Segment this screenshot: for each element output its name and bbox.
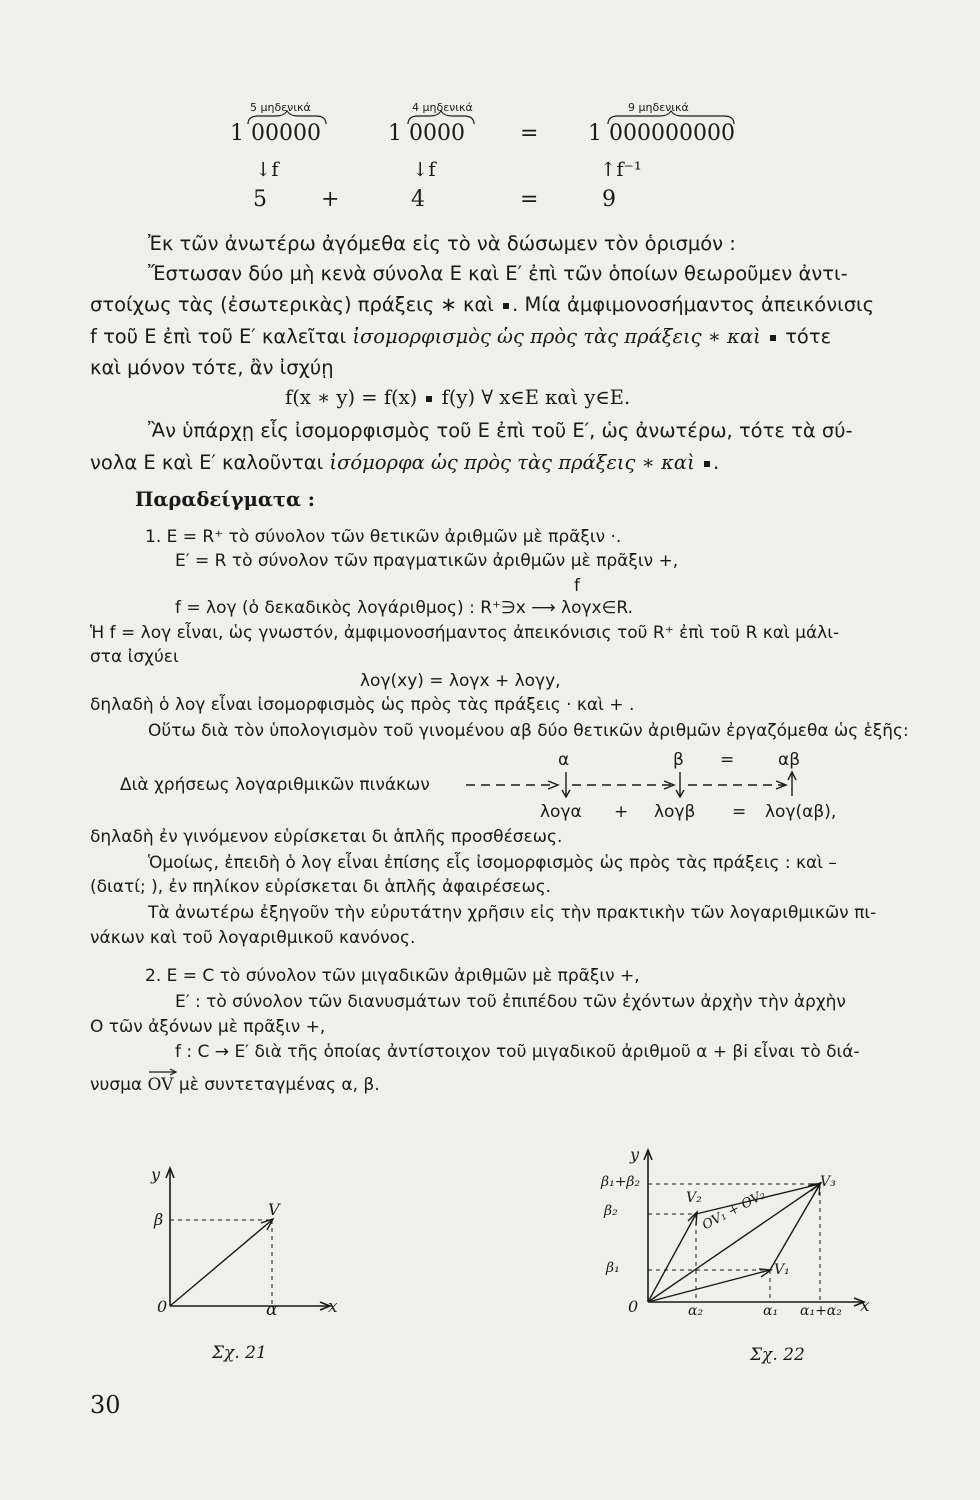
log-top-alpha: α: [558, 750, 570, 770]
brace-label-3: 9 μηδενικά: [628, 101, 689, 114]
fig22-label-v1: V₁: [774, 1262, 790, 1278]
ex2-line-4: f : C → E′ διὰ τῆς ὁποίας ἀντίστοιχον τοῦ μιγαδικοῦ ἀριθμοῦ α + βi εἶναι τὸ διά-: [175, 1042, 860, 1062]
def-line-7a: νολα Ε καὶ Ε′ καλοῦνται: [90, 451, 324, 474]
brace-label-1: 5 μηδενικά: [250, 101, 311, 114]
def-formula-b: f(y) ∀ x∈E καὶ y∈E.: [441, 386, 631, 409]
examples-heading: Παραδείγματα :: [135, 488, 315, 511]
overbraces: [0, 110, 980, 150]
vector-ov: [148, 1075, 174, 1095]
log-dashed-arrows: [0, 766, 980, 806]
ex1-line-1: 1. E = R⁺ τὸ σύνολον τῶν θετικῶν ἀριθμῶν μὲ πρᾶξιν ·.: [145, 527, 622, 547]
fig22-label-a2: α₂: [688, 1303, 704, 1319]
ex1-line-5: στα ἰσχύει: [90, 647, 179, 667]
fig22-caption: Σχ. 22: [750, 1345, 805, 1365]
ex1-line-12: νάκων καὶ τοῦ λογαριθμικοῦ κανόνος.: [90, 928, 416, 948]
ex1-line-2: E′ = R τὸ σύνολον τῶν πραγματικῶν ἀριθμῶν μὲ πρᾶξιν +,: [175, 551, 679, 571]
def-formula: [285, 386, 630, 409]
log-bottom-log-ab: λογ(αβ),: [765, 802, 837, 822]
square-operator: [426, 396, 432, 402]
def-line-1: Ἐκ τῶν ἀνωτέρω ἀγόμεθα εἰς τὸ νὰ δώσωμεν τὸν ὁρισμόν :: [148, 232, 736, 255]
digit-5: 5: [253, 187, 267, 212]
log-bottom-plus: +: [614, 802, 629, 822]
arrow-f-1: ↓f: [255, 158, 279, 181]
fig22-vector-v1: [648, 1270, 770, 1302]
fig22-label-sum: OV₁ + OV₂: [700, 1187, 769, 1234]
fig21-vector-ov: [170, 1220, 272, 1306]
fig21-label-x: x: [328, 1297, 338, 1317]
def-line-3b: . Μία ἀμφιμονοσήμαντος ἀπεικόνισις: [512, 293, 875, 316]
fig21-label-beta: β: [154, 1210, 164, 1229]
fig22-label-y: y: [630, 1145, 640, 1164]
fig22-label-b1b2: β₁+β₂: [601, 1174, 641, 1190]
number-2: 1 0000: [388, 121, 465, 146]
ex1-line-8: δηλαδὴ ἐν γινόμενον εὑρίσκεται δι ἁπλῆς προσθέσεως.: [90, 827, 563, 847]
log-bottom-log-b: λογβ: [654, 802, 696, 822]
fig22-label-a1: α₁: [763, 1303, 779, 1319]
def-line-4: [90, 325, 831, 348]
plus-sign: +: [321, 187, 340, 212]
def-line-4b: ἰσομορφισμὸς ὡς πρὸς τὰς πράξεις ∗ καὶ: [352, 325, 761, 348]
fig22-label-v3: V₃: [820, 1174, 836, 1190]
ex1-line-4: Ἡ f = λογ εἶναι, ὡς γνωστόν, ἀμφιμονοσήμαντος ἀπεικόνισις τοῦ R⁺ ἐπὶ τοῦ R καὶ μάλι-: [90, 623, 840, 643]
page-number: 30: [90, 1391, 121, 1419]
ex2-line-5c: μὲ συντεταγμένας α, β.: [178, 1075, 380, 1095]
arrow-f-2: ↓f: [412, 158, 436, 181]
def-line-7: νολα Ε καὶ Ε′ καλοῦνται ἰσόμορφα ὡς πρὸς τὰς πράξεις ∗ καὶ .: [90, 451, 720, 474]
def-line-3a: στοίχως τὰς (ἐσωτερικὰς) πράξεις ∗ καὶ: [90, 293, 494, 316]
digit-4: 4: [411, 187, 425, 212]
ex2-line-3: O τῶν ἀξόνων μὲ πρᾶξιν +,: [90, 1017, 326, 1037]
fig21-axes: [150, 1160, 350, 1320]
brace-label-2: 4 μηδενικά: [412, 101, 473, 114]
log-top-equals: =: [720, 750, 735, 770]
ex2-line-2: E′ : τὸ σύνολον τῶν διανυσμάτων τοῦ ἐπιπέδου τῶν ἐχόντων ἀρχὴν τὴν ἀρχὴν: [175, 992, 846, 1012]
ex1-f-above-arrow: f: [574, 576, 580, 596]
fig22-label-b2: β₂: [604, 1203, 618, 1219]
square-operator: [704, 461, 710, 467]
number-1: 1 00000: [230, 121, 321, 146]
ex2-line-5: [90, 1075, 380, 1095]
fig22-axes: [630, 1140, 870, 1320]
fig22-side-v1v3: [770, 1184, 820, 1270]
log-top-beta: β: [673, 750, 684, 770]
fig21-label-y: y: [151, 1165, 161, 1184]
ex1-line-10: (διατί; ), ἐν πηλίκον εὑρίσκεται δι ἁπλῆς ἀφαιρέσεως.: [90, 877, 552, 897]
equals-2: =: [520, 187, 539, 212]
fig22-label-x: x: [860, 1296, 870, 1316]
vector-arrow: [148, 1067, 178, 1077]
ex2-line-5a: νυσμα: [90, 1075, 143, 1095]
fig21-label-origin: 0: [157, 1297, 168, 1316]
log-top-product: αβ: [778, 750, 801, 770]
def-line-2: Ἔστωσαν δύο μὴ κενὰ σύνολα Ε καὶ Ε′ ἐπὶ τῶν ὁποίων θεωροῦμεν ἀντι-: [148, 262, 848, 285]
def-formula-a: f(x ∗ y) = f(x): [285, 386, 418, 409]
ex1-line-7: Οὕτω διὰ τὸν ὑπολογισμὸν τοῦ γινομένου αβ δύο θετικῶν ἀριθμῶν ἐργαζόμεθα ὡς ἑξῆς:: [148, 721, 909, 741]
fig21-label-alpha: α: [266, 1300, 278, 1320]
ex1-line-11: Τὰ ἀνωτέρω ἐξηγοῦν τὴν εὐρυτάτην χρῆσιν εἰς τὴν πρακτικὴν τῶν λογαριθμικῶν πι-: [148, 903, 877, 923]
arrow-f-inverse: ↑f⁻¹: [600, 158, 642, 181]
def-line-5: καὶ μόνον τότε, ἂν ἰσχύῃ: [90, 356, 334, 379]
fig22-label-a1a2: α₁+α₂: [800, 1303, 842, 1319]
def-line-3: [90, 293, 874, 316]
fig22-label-origin: 0: [628, 1297, 639, 1316]
fig21-caption: Σχ. 21: [212, 1343, 267, 1363]
ex1-log-equation: λογ(xy) = λογx + λογy,: [360, 671, 561, 691]
def-line-4c: τότε: [785, 325, 832, 348]
log-left-label: Διὰ χρήσεως λογαριθμικῶν πινάκων: [120, 775, 430, 795]
def-line-4a: f τοῦ Ε ἐπὶ τοῦ Ε′ καλεῖται: [90, 325, 347, 348]
fig22-label-v2: V₂: [686, 1190, 702, 1206]
fig22-label-b1: β₁: [606, 1260, 620, 1276]
fig21-label-v: V: [268, 1200, 280, 1219]
number-3: 1 000000000: [588, 121, 735, 146]
equals-1: =: [520, 121, 539, 146]
digit-9: 9: [602, 187, 616, 212]
def-line-6: Ἂν ὑπάρχῃ εἷς ἰσομορφισμὸς τοῦ Ε ἐπὶ τοῦ Ε′, ὡς ἀνωτέρω, τότε τὰ σύ-: [148, 419, 853, 442]
log-bottom-log-a: λογα: [540, 802, 582, 822]
vector-ov-text: OV: [147, 1075, 174, 1095]
def-line-7b: ἰσόμορφα ὡς πρὸς τὰς πράξεις ∗ καὶ: [329, 451, 695, 474]
ex1-line-6: δηλαδὴ ὁ λογ εἶναι ἰσομορφισμὸς ὡς πρὸς τὰς πράξεις · καὶ + .: [90, 695, 635, 715]
ex1-line-3: f = λογ (ὁ δεκαδικὸς λογάριθμος) : R⁺∋x ⟶ λογx∈R.: [175, 598, 634, 618]
ex1-line-9: Ὁμοίως, ἐπειδὴ ὁ λογ εἶναι ἐπίσης εἷς ἰσομορφισμὸς ὡς πρὸς τὰς πράξεις : καὶ –: [148, 853, 837, 873]
square-operator: [503, 303, 509, 309]
square-operator: [770, 335, 776, 341]
ex2-line-1: 2. E = C τὸ σύνολον τῶν μιγαδικῶν ἀριθμῶν μὲ πρᾶξιν +,: [145, 966, 640, 986]
log-bottom-equals: =: [732, 802, 747, 822]
fig22-vector-v2: [648, 1214, 696, 1302]
